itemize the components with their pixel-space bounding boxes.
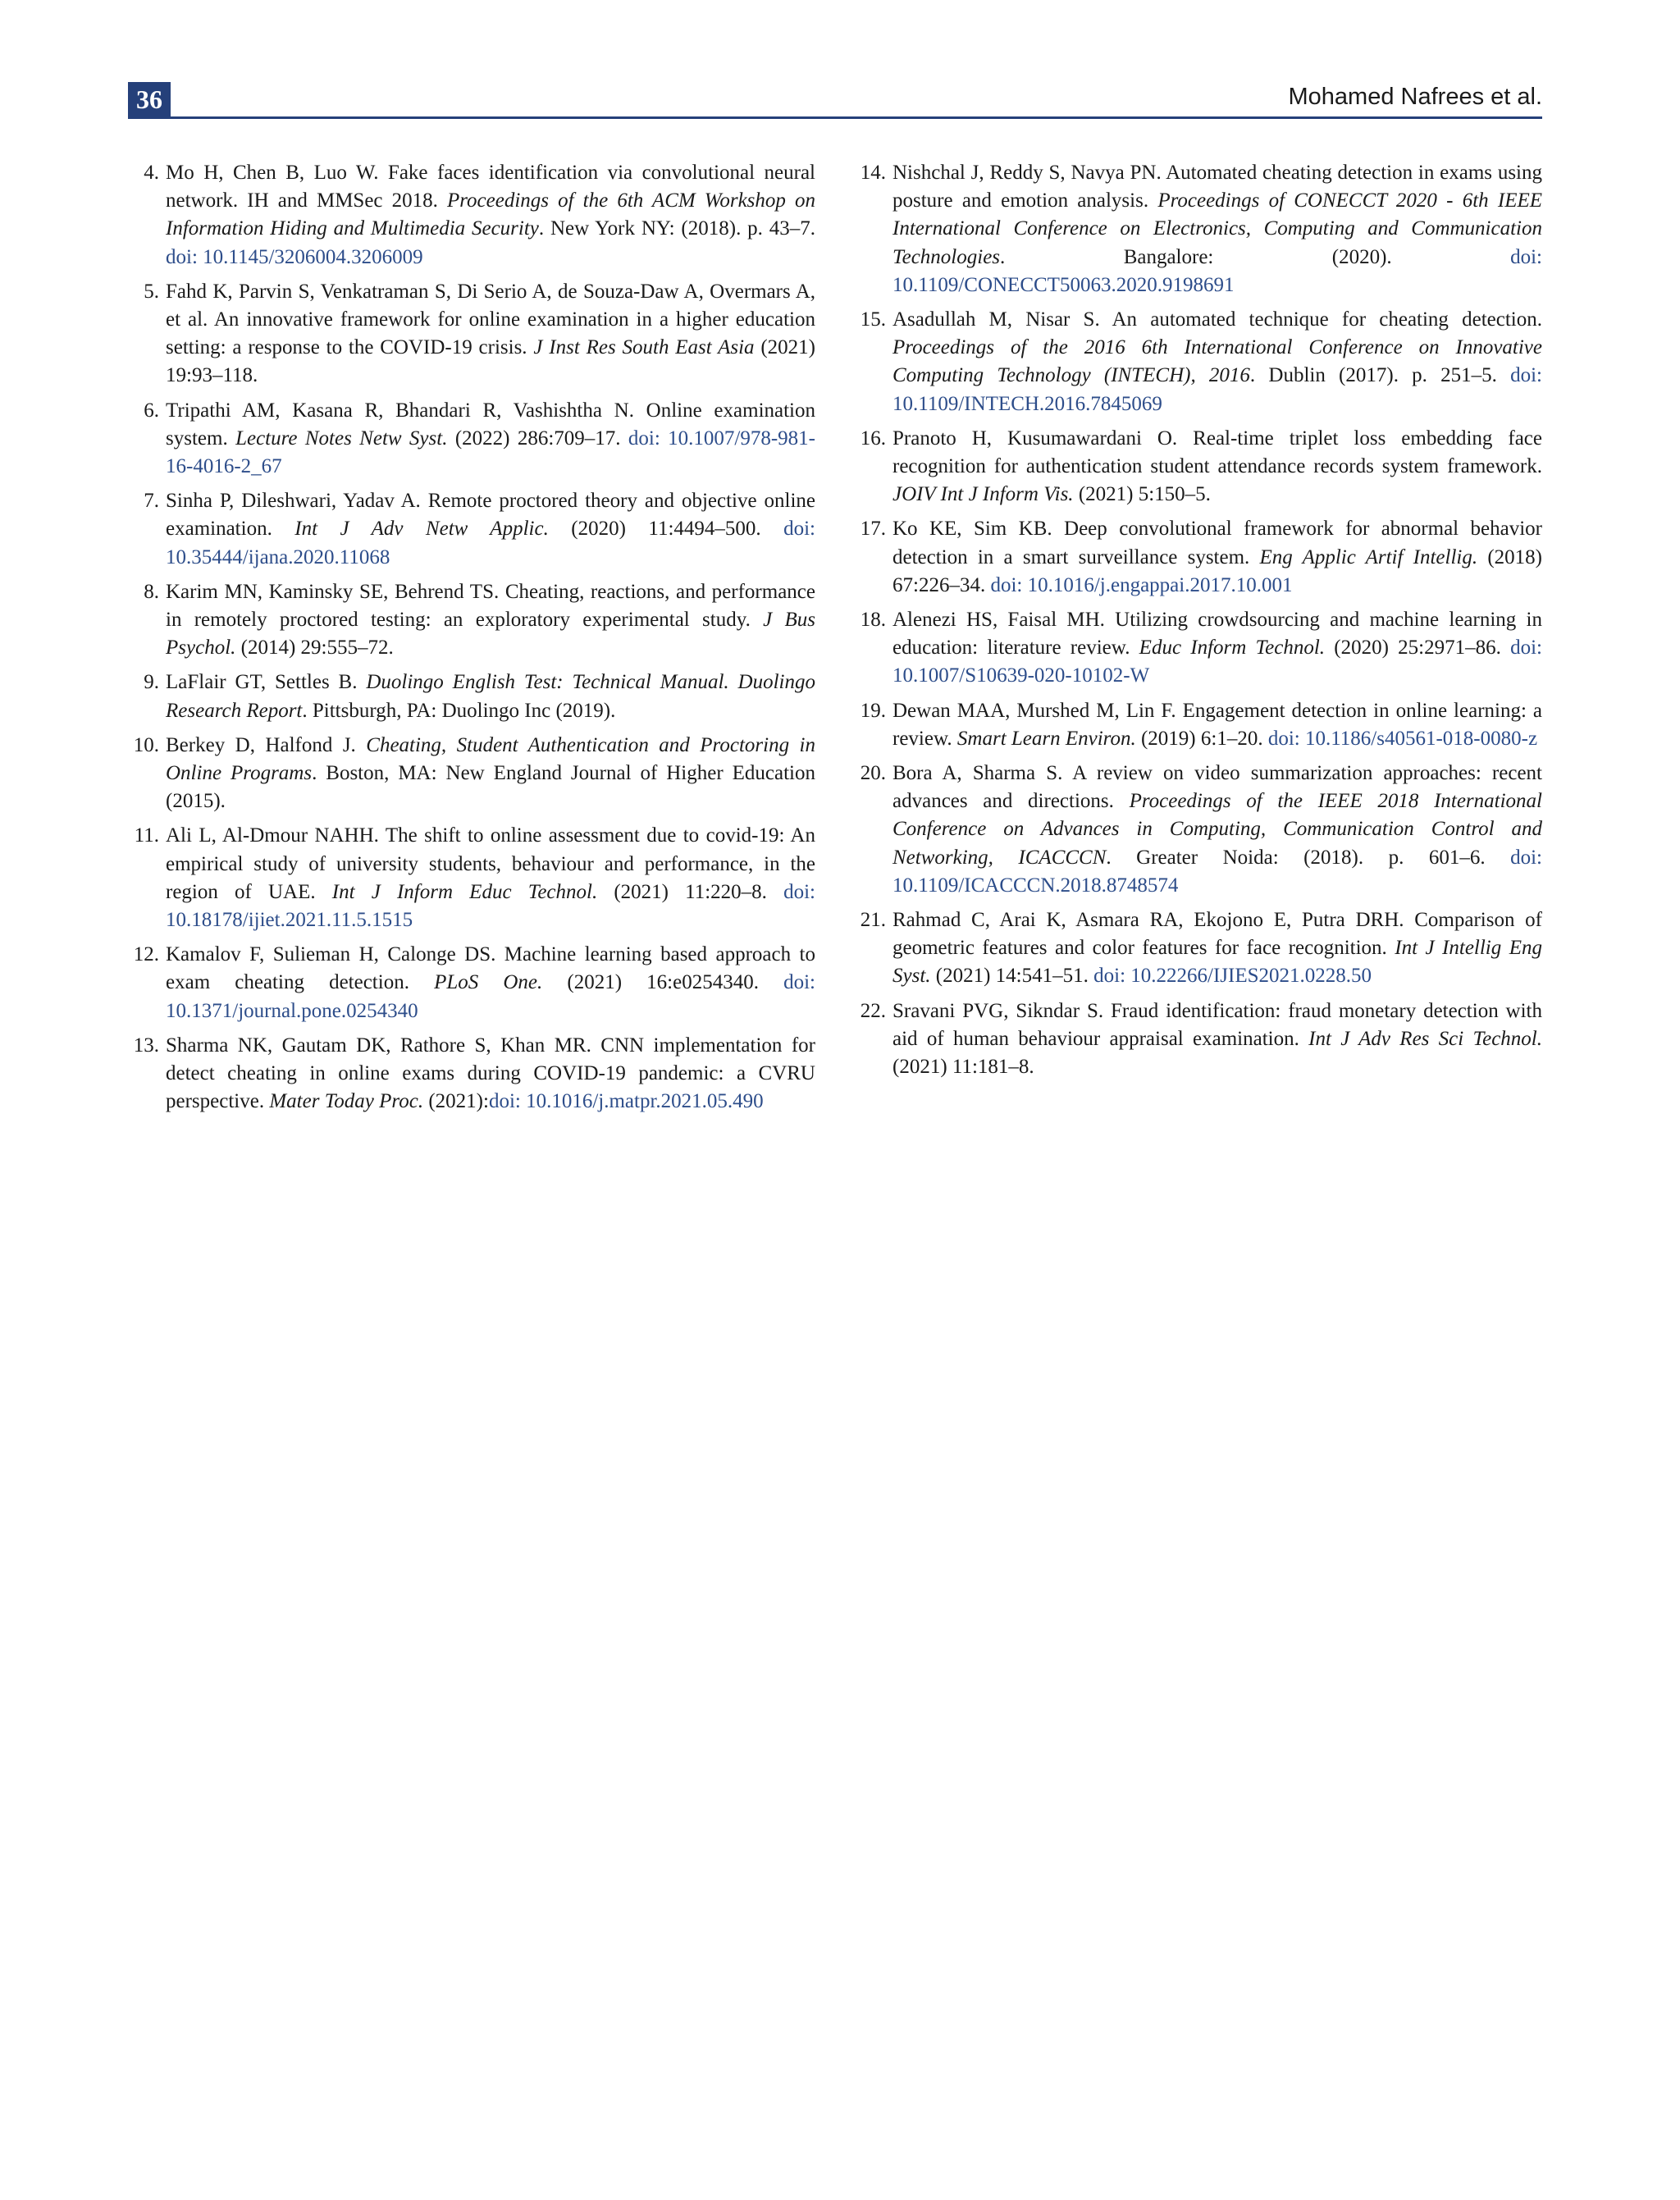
reference-number: 21. [860, 909, 886, 932]
reference-item [128, 941, 815, 1025]
reference-number: 6. [144, 399, 159, 422]
page-header [128, 82, 1542, 119]
reference-number: 22. [860, 999, 886, 1022]
reference-item [855, 760, 1542, 900]
reference-number: 20. [860, 762, 886, 785]
reference-text-segment: . New York NY: (2018). p. 43–7. [538, 217, 815, 240]
reference-number: 15. [860, 308, 886, 331]
reference-item [855, 906, 1542, 991]
reference-number: 14. [860, 162, 886, 184]
reference-text [892, 609, 1542, 687]
doi-link[interactable]: doi: 10.22266/IJIES2021.0228.50 [1093, 965, 1372, 988]
reference-text [892, 762, 1542, 897]
reference-text [892, 700, 1542, 750]
reference-text-segment: LaFlair GT, Settles B. [166, 671, 367, 694]
reference-text [892, 162, 1542, 296]
reference-text-segment: (2014) 29:555–72. [235, 637, 394, 660]
reference-item [128, 1032, 815, 1116]
reference-text [892, 1000, 1542, 1078]
reference-text-segment: (2022) 286:709–17. [447, 427, 628, 450]
reference-text [166, 399, 815, 477]
reference-text-segment: . Greater Noida: (2018). p. 601–6. [1106, 846, 1511, 869]
reference-source-title: JOIV Int J Inform Vis. [892, 483, 1074, 506]
reference-source-title: Duolingo English Test: Technical Manual. Duolingo Research Report [166, 671, 815, 722]
reference-item [128, 397, 815, 482]
reference-text [892, 518, 1542, 596]
reference-text-segment: (2021) 11:181–8. [892, 1056, 1034, 1079]
reference-text-segment: Karim MN, Kaminsky SE, Behrend TS. Cheating, reactions, and performance in remotely proctored testing: an exploratory experimental study. [166, 580, 815, 632]
reference-source-title: Educ Inform Technol. [1139, 637, 1326, 660]
reference-text [892, 427, 1542, 505]
reference-text-segment: (2021) 11:220–8. [597, 880, 784, 903]
reference-source-title: PLoS One. [434, 971, 543, 994]
reference-text-segment: (2020) 25:2971–86. [1325, 637, 1511, 660]
reference-number: 11. [134, 824, 159, 847]
reference-item [855, 159, 1542, 299]
reference-text-segment: Rahmad C, Arai K, Asmara RA, Ekojono E, Putra DRH. Comparison of geometric features and color features for face recognition. [892, 909, 1542, 960]
reference-number: 18. [860, 609, 886, 632]
reference-source-title: Proceedings of CONECCT 2020 - 6th IEEE International Conference on Electronics, Computing and Communication Technologies [892, 189, 1543, 268]
reference-number: 8. [144, 580, 159, 603]
reference-text-segment: . Dublin (2017). p. 251–5. [1249, 364, 1511, 387]
reference-text [166, 824, 815, 931]
reference-text [892, 909, 1542, 987]
reference-text [892, 308, 1542, 415]
reference-source-title: Int J Adv Res Sci Technol. [1308, 1027, 1543, 1050]
reference-text [166, 581, 815, 659]
reference-text [166, 734, 815, 812]
reference-text-segment: (2021) 19:93–118. [166, 336, 815, 387]
reference-source-title: Mater Today Proc. [269, 1090, 424, 1113]
running-head: Mohamed Nafrees et al. [1288, 84, 1542, 110]
doi-link[interactable]: doi: 10.1016/j.matpr.2021.05.490 [488, 1090, 764, 1113]
reference-item [128, 159, 815, 272]
reference-number: 5. [144, 280, 159, 303]
references-right-column [855, 159, 1542, 1088]
reference-source-title: Proceedings of the 2016 6th International Conference on Innovative Computing Technology (INTECH), 2016 [892, 336, 1542, 387]
reference-item [855, 425, 1542, 509]
doi-link[interactable]: doi: 10.1007/S10639-020-10102-W [892, 637, 1542, 687]
reference-text-segment: Ko KE, Sim KB. Deep convolutional framework for abnormal behavior detection in a smart surveillance system. [892, 518, 1542, 568]
reference-source-title: J Bus Psychol. [166, 609, 815, 660]
references-left-column [128, 159, 815, 1123]
reference-item [855, 997, 1542, 1082]
reference-text-segment: Fahd K, Parvin S, Venkatraman S, Di Serio A, de Souza-Daw A, Overmars A, et al. An innovative framework for online examination in a higher education setting: a response to the COVID-19 crisis. [166, 280, 815, 359]
doi-link[interactable]: doi: 10.1016/j.engappai.2017.10.001 [990, 573, 1293, 596]
reference-text-segment: Pranoto H, Kusumawardani O. Real-time triplet loss embedding face recognition for authentication student attendance records system framework. [892, 427, 1542, 478]
reference-text-segment: (2020) 11:4494–500. [548, 518, 784, 541]
reference-text-segment: Alenezi HS, Faisal MH. Utilizing crowdsourcing and machine learning in education: literature review. [892, 609, 1542, 660]
reference-source-title: Proceedings of the IEEE 2018 International Conference on Advances in Computing, Communication Control and Networking, ICACCCN [892, 790, 1542, 869]
reference-text-segment: . Boston, MA: New England Journal of Higher Education (2015). [166, 762, 815, 813]
reference-source-title: Lecture Notes Netw Syst. [235, 427, 448, 450]
reference-item [128, 669, 815, 724]
reference-text-segment: Bora A, Sharma S. A review on video summarization approaches: recent advances and directions. [892, 762, 1542, 813]
reference-number: 19. [860, 699, 886, 722]
doi-link[interactable]: doi: 10.18178/ijiet.2021.11.5.1515 [166, 880, 815, 932]
reference-item [855, 515, 1542, 600]
reference-text-segment: Tripathi AM, Kasana R, Bhandari R, Vashishtha N. Online examination system. [166, 399, 815, 450]
reference-source-title: Proceedings of the 6th ACM Workshop on Information Hiding and Multimedia Security [166, 189, 815, 240]
doi-link[interactable]: doi: 10.1371/journal.pone.0254340 [166, 971, 815, 1022]
reference-source-title: Eng Applic Artif Intellig. [1259, 545, 1478, 568]
reference-text-segment: (2021) 16:e0254340. [542, 971, 784, 994]
page-number: 36 [128, 82, 171, 116]
reference-number: 10. [133, 733, 159, 756]
reference-item [128, 822, 815, 934]
reference-text-segment: Sharma NK, Gautam DK, Rathore S, Khan MR. CNN implementation for detect cheating in online exams during COVID-19 pandemic: a CVRU perspective. [166, 1034, 815, 1113]
reference-item [128, 732, 815, 816]
doi-link[interactable]: doi: 10.1145/3206004.3206009 [166, 245, 423, 268]
doi-link[interactable]: doi: 10.1007/978-981-16-4016-2_67 [166, 427, 815, 478]
reference-source-title: Int J Adv Netw Applic. [294, 518, 549, 541]
doi-link[interactable]: doi: 10.1109/ICACCCN.2018.8748574 [892, 846, 1542, 897]
reference-text-segment: (2018) 67:226–34. [892, 545, 1542, 596]
reference-text-segment: Berkey D, Halfond J. [166, 733, 367, 756]
reference-item [128, 278, 815, 390]
reference-number: 13. [133, 1034, 159, 1057]
reference-text-segment: . Bangalore: (2020). [1000, 245, 1511, 268]
reference-source-title: Cheating, Student Authentication and Proctoring in Online Programs [166, 733, 815, 785]
reference-source-title: Int J Intellig Eng Syst. [892, 937, 1542, 988]
reference-text-segment: Sravani PVG, Sikndar S. Fraud identification: fraud monetary detection with aid of human behaviour appraisal examination. [892, 999, 1542, 1050]
reference-text [166, 490, 815, 568]
reference-text-segment: Mo H, Chen B, Luo W. Fake faces identification via convolutional neural network. IH and MMSec 2018. [166, 162, 815, 212]
reference-number: 16. [860, 427, 886, 450]
reference-text [166, 671, 815, 721]
reference-text [166, 281, 815, 387]
reference-item [128, 578, 815, 663]
reference-number: 7. [144, 490, 159, 513]
reference-text-segment: (2021) 5:150–5. [1073, 483, 1211, 506]
reference-text-segment: Nishchal J, Reddy S, Navya PN. Automated cheating detection in exams using posture and emotion analysis. [892, 162, 1542, 212]
reference-text-segment: . Pittsburgh, PA: Duolingo Inc (2019). [302, 699, 616, 722]
reference-text-segment: (2021) 14:541–51. [930, 965, 1094, 988]
reference-item [128, 487, 815, 572]
reference-text-segment: Ali L, Al-Dmour NAHH. The shift to online assessment due to covid-19: An empirical study of university students, behaviour and performance, in the region of UAE. [166, 824, 815, 903]
doi-link[interactable]: doi: 10.1109/CONECCT50063.2020.9198691 [892, 245, 1542, 296]
doi-link[interactable]: doi: 10.1109/INTECH.2016.7845069 [892, 364, 1542, 415]
reference-number: 4. [144, 162, 159, 184]
reference-text-segment: Asadullah M, Nisar S. An automated technique for cheating detection. [892, 308, 1542, 331]
reference-number: 12. [133, 943, 159, 966]
reference-text [166, 1034, 815, 1112]
reference-item [855, 306, 1542, 418]
reference-text-segment: Dewan MAA, Murshed M, Lin F. Engagement detection in online learning: a review. [892, 699, 1542, 750]
reference-text-segment: Kamalov F, Sulieman H, Calonge DS. Machine learning based approach to exam cheating detection. [166, 943, 815, 994]
reference-number: 9. [144, 671, 159, 694]
reference-item [855, 606, 1542, 691]
reference-text [166, 943, 815, 1021]
reference-source-title: J Inst Res South East Asia [533, 336, 755, 359]
doi-link[interactable]: doi: 10.1186/s40561-018-0080-z [1267, 727, 1538, 750]
reference-source-title: Int J Inform Educ Technol. [331, 880, 598, 903]
doi-link[interactable]: doi: 10.35444/ijana.2020.11068 [166, 518, 816, 568]
reference-source-title: Smart Learn Environ. [956, 727, 1136, 750]
reference-text-segment: (2019) 6:1–20. [1135, 727, 1268, 750]
reference-item [855, 697, 1542, 753]
reference-number: 17. [860, 518, 886, 541]
reference-text [166, 162, 815, 268]
reference-text-segment: (2021): [423, 1090, 489, 1113]
reference-text-segment: Sinha P, Dileshwari, Yadav A. Remote proctored theory and objective online examination. [166, 490, 815, 541]
